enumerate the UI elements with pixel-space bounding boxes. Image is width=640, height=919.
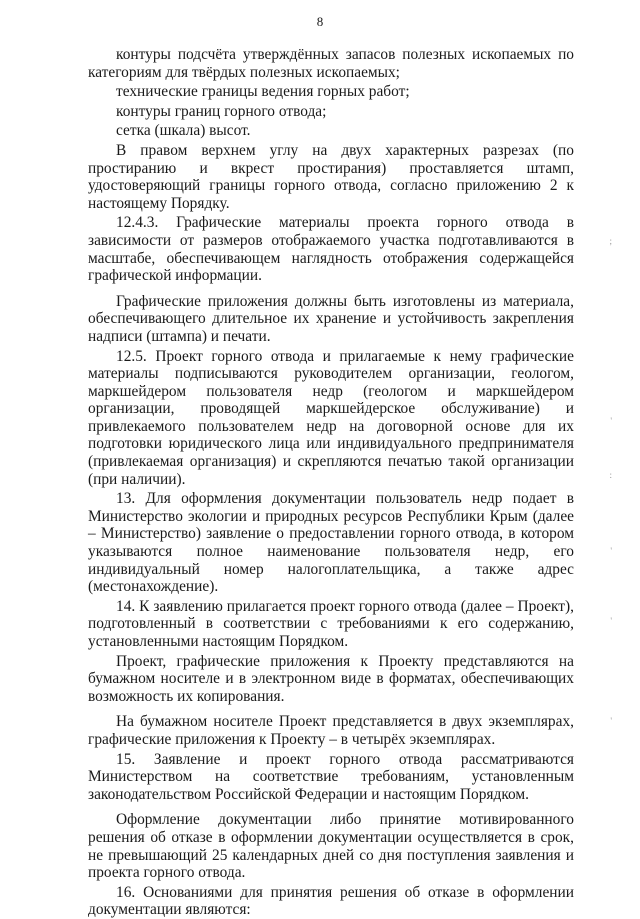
document-body xyxy=(88,46,574,919)
paragraph-14: 14. К заявлению прилагается проект горного отвода (далее – Проект), подготовленный в соответствии с требованиями к его содержанию, установленными настоящим Порядком. xyxy=(88,597,574,650)
paragraph-12-5: 12.5. Проект горного отвода и прилагаемые к нему графические материалы подписываются руководителем организации, геологом, маркшейдером пользователя недр (геологом и маркшейдером организации, проводящей маркшейдерское обслуживание) и привлекаемого пользователем недр на договорной основе для их подготовки юридического лица или индивидуального предпринимателя (привлекаемая организация) и скрепляются печатью такой организации (при наличии). xyxy=(88,347,574,488)
margin-mark: ' xyxy=(610,416,612,426)
margin-mark: ' xyxy=(610,546,612,556)
paragraph-project-formats: Проект, графические приложения к Проекту представляются на бумажном носителе и в электронном виде в форматах, обеспечивающих возможность их копирования. xyxy=(88,652,574,705)
paragraph-contours-reserves: контуры подсчёта утверждённых запасов полезных ископаемых по категориям для твёрдых полезных ископаемых; xyxy=(88,46,574,81)
paragraph-technical-boundaries: технические границы ведения горных работ; xyxy=(116,83,410,101)
paragraph-16: 16. Основаниями для принятия решения об отказе в оформлении документации являются: xyxy=(88,883,574,919)
page-number: 8 xyxy=(316,14,324,29)
margin-mark: ' xyxy=(610,616,612,626)
paragraph-height-grid: сетка (шкала) высот. xyxy=(116,122,251,140)
paragraph-13: 13. Для оформления документации пользователь недр подает в Министерство экологии и природных ресурсов Республики Крым (далее – Министерство) заявление о предоставлении горного отвода, в котором указываются полное наименование пользователя недр, его индивидуальный номер налогоплательщика, а также адрес (местонахождение). xyxy=(88,490,574,596)
margin-mark: : xyxy=(609,470,612,480)
paragraph-stamp: В правом верхнем углу на двух характерных разрезах (по простиранию и вкрест простирания) проставляется штамп, удостоверяющий границы горного отвода, согласно приложению 2 к настоящему Порядку. xyxy=(88,141,574,212)
margin-mark: ' xyxy=(610,716,612,726)
paragraph-15: 15. Заявление и проект горного отвода рассматриваются Министерством на соответствие требованиям, установленным законодательством Российской Федерации и настоящим Порядком. xyxy=(88,750,574,803)
paragraph-review-term: Оформление документации либо принятие мотивированного решения об отказе в оформлении документации осуществляется в срок, не превышающий 25 календарных дней со дня поступления заявления и проекта горного отвода. xyxy=(88,811,574,882)
paragraph-paper-copies: На бумажном носителе Проект представляется в двух экземплярах, графические приложения к Проекту – в четырёх экземплярах. xyxy=(88,713,574,748)
margin-mark: ; xyxy=(609,236,612,246)
paragraph-12-4-3: 12.4.3. Графические материалы проекта горного отвода в зависимости от размеров отображаемого участка подготавливаются в масштабе, обеспечивающем наглядность отображения содержащейся графической информации. xyxy=(88,214,574,285)
paragraph-graphic-materials: Графические приложения должны быть изготовлены из материала, обеспечивающего длительное их хранение и устойчивость закрепления надписи (штампа) и печати. xyxy=(88,292,574,345)
paragraph-contours-allotment: контуры границ горного отвода; xyxy=(116,102,327,120)
